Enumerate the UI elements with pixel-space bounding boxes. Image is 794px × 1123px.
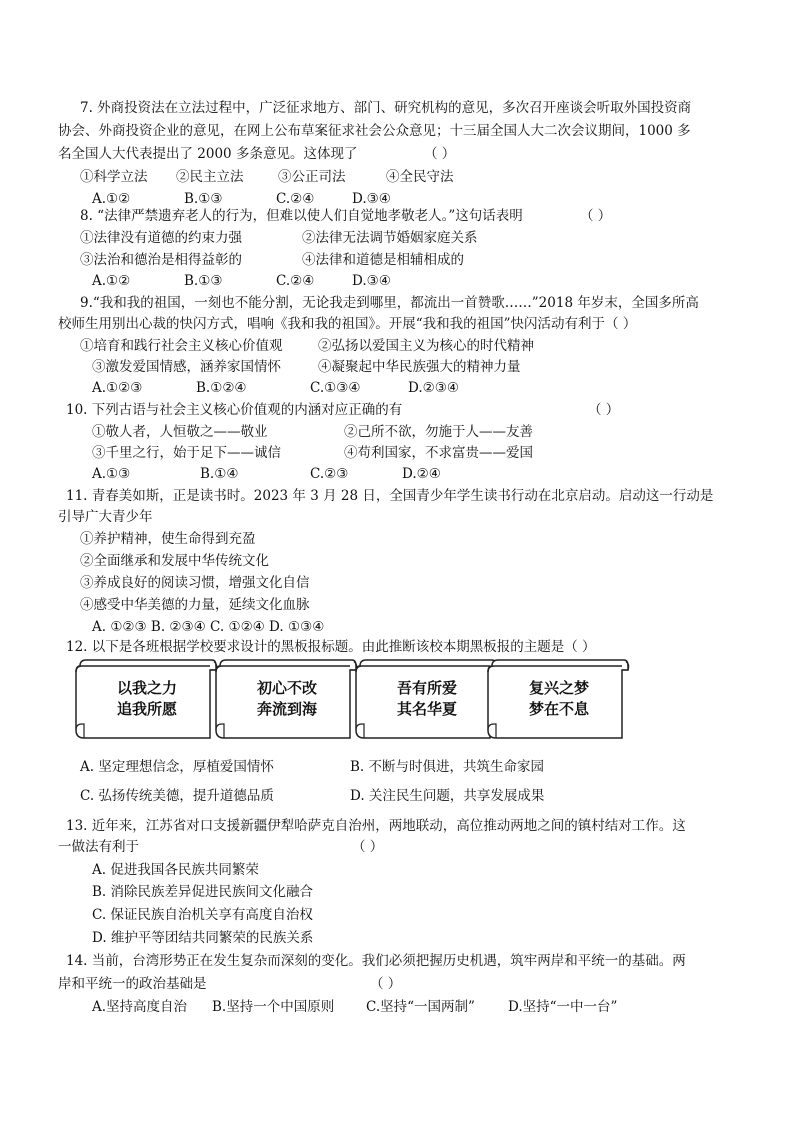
q13-stem-line-2: 一做法有利于 (58, 839, 139, 855)
q7-stem-line-2: 协会、外商投资企业的意见，在网上公布草案征求社会公众意见；十三届全国人大二次会议期间，1000 多 (58, 123, 691, 139)
q8-choice-a[interactable]: A.①② (92, 273, 131, 289)
q12-choice-d[interactable]: D. 关注民生问题，共享发展成果 (350, 788, 545, 804)
q14-choice-c[interactable]: C.坚持“一国两制” (366, 999, 475, 1015)
q10-stem-line-1: 10. 下列古语与社会主义核心价值观的内涵对应正确的有 (66, 402, 403, 418)
q12-choice-a[interactable]: A. 坚定理想信念，厚植爱国情怀 (80, 759, 274, 775)
q8-choice-c[interactable]: C.②④ (276, 273, 315, 289)
q11-stem-line-2: 引导广大青少年 (58, 509, 153, 525)
q13-answer-paren: （ ） (352, 839, 384, 855)
q7-choice-d[interactable]: D.③④ (352, 191, 391, 207)
q9-stem-line-2: 校师生用别出心裁的快闪方式，唱响《我和我的祖国》。开展“我和我的祖国”快闪活动有利于（ ） (58, 316, 637, 332)
board-1-line-2: 追我所愿 (116, 700, 177, 718)
board-4-line-2: 梦在不息 (528, 700, 589, 718)
q12-choice-c[interactable]: C. 弘扬传统美德，提升道德品质 (80, 788, 274, 804)
q7-stem-line-3: 名全国人大代表提出了 2000 多条意见。这体现了 (58, 146, 358, 162)
q8-option-1: ①法律没有道德的约束力强 (80, 230, 242, 246)
board-4-line-1: 复兴之梦 (528, 679, 589, 697)
q11-stem-line-1: 11. 青春美如斯，正是读书时。2023 年 3 月 28 日，全国青少年学生读书行动在北京启动。启动这一行动是 (66, 488, 714, 504)
q10-option-4: ④苟利国家，不求富贵——爱国 (344, 445, 533, 461)
q8-option-4: ④法律和道德是相辅相成的 (302, 252, 464, 268)
q11-option-1: ①养护精神，使生命得到充盈 (80, 531, 256, 547)
blackboard-title-2 (212, 656, 358, 742)
q9-option-4: ④凝聚起中华民族强大的精神力量 (318, 359, 521, 375)
q7-choice-c[interactable]: C.②④ (276, 191, 315, 207)
q14-answer-paren: （ ） (370, 976, 402, 992)
q9-choice-c[interactable]: C.①③④ (310, 380, 361, 396)
blackboard-title-4 (484, 656, 630, 742)
q13-stem-line-1: 13. 近年来，江苏省对口支援新疆伊犁哈萨克自治州，两地联动，高位推动两地之间的镇村结对工作。这 (66, 818, 686, 834)
q7-stem-line-1: 7. 外商投资法在立法过程中，广泛征求地方、部门、研究机构的意见，多次召开座谈会听取外国投资商 (80, 100, 692, 116)
q8-choice-d[interactable]: D.③④ (352, 273, 391, 289)
q7-option-3: ③公正司法 (278, 169, 346, 185)
q8-option-3: ③法治和德治是相得益彰的 (80, 252, 242, 268)
q7-choice-a[interactable]: A.①② (92, 191, 131, 207)
q11-option-4: ④感受中华美德的力量，延续文化血脉 (80, 597, 310, 613)
q9-choice-a[interactable]: A.①②③ (92, 380, 143, 396)
q9-option-3: ③激发爱国情感，涵养家国情怀 (92, 359, 281, 375)
q11-option-2: ②全面继承和发展中华传统文化 (80, 553, 269, 569)
board-1-line-1: 以我之力 (116, 679, 177, 697)
q10-choice-b[interactable]: B.①④ (200, 466, 239, 482)
q10-choice-c[interactable]: C.②③ (310, 466, 349, 482)
blackboard-title-3 (352, 656, 498, 742)
q10-option-1: ①敬人者，人恒敬之——敬业 (92, 424, 268, 440)
q10-option-2: ②己所不欲，勿施于人——友善 (344, 424, 533, 440)
q12-choice-b[interactable]: B. 不断与时俱进，共筑生命家园 (350, 759, 545, 775)
q7-answer-paren: （ ） (424, 146, 456, 162)
q14-stem-line-2: 岸和平统一的政治基础是 (58, 976, 207, 992)
q9-choice-b[interactable]: B.①②④ (196, 380, 247, 396)
q11-option-3: ③养成良好的阅读习惯，增强文化自信 (80, 575, 310, 591)
board-2-line-1: 初心不改 (256, 679, 317, 697)
q13-choice-a[interactable]: A. 促进我国各民族共同繁荣 (92, 862, 259, 878)
q9-option-2: ②弘扬以爱国主义为核心的时代精神 (318, 338, 534, 354)
q10-answer-paren: （ ） (588, 402, 620, 418)
q10-option-3: ③千里之行，始于足下——诚信 (92, 445, 281, 461)
board-3-line-2: 其名华夏 (396, 700, 457, 718)
board-3-line-1: 吾有所爱 (396, 679, 457, 697)
q12-stem-line-1: 12. 以下是各班根据学校要求设计的黑板报标题。由此推断该校本期黑板报的主题是（ ） (66, 639, 596, 655)
q14-choice-d[interactable]: D.坚持“一中一台” (508, 999, 618, 1015)
blackboard-title-1 (72, 656, 218, 742)
q7-option-4: ④全民守法 (386, 169, 454, 185)
q8-stem-line-1: 8. “法律严禁遗弃老人的行为，但难以使人们自觉地孝敬老人。”这句话表明 (80, 208, 523, 224)
q9-stem-line-1: 9.“我和我的祖国，一刻也不能分割，无论我走到哪里，都流出一首赞歌……”2018 年岁末，全国多所高 (80, 295, 699, 311)
q8-answer-paren: （ ） (580, 208, 612, 224)
q8-choice-b[interactable]: B.①③ (184, 273, 223, 289)
q13-choice-d[interactable]: D. 维护平等团结共同繁荣的民族关系 (92, 930, 314, 946)
q7-option-1: ①科学立法 (80, 169, 148, 185)
q7-choice-b[interactable]: B.①③ (184, 191, 223, 207)
q9-option-1: ①培育和践行社会主义核心价值观 (80, 338, 283, 354)
q10-choice-a[interactable]: A.①③ (92, 466, 131, 482)
q13-choice-c[interactable]: C. 保证民族自治机关享有高度自治权 (92, 907, 313, 923)
q14-stem-line-1: 14. 当前，台湾形势正在发生复杂而深刻的变化。我们必须把握历史机遇，筑牢两岸和平统一的基础。两 (66, 953, 686, 969)
q7-option-2: ②民主立法 (176, 169, 244, 185)
q14-choice-a[interactable]: A.坚持高度自治 (92, 999, 188, 1015)
q10-choice-d[interactable]: D.②④ (402, 466, 441, 482)
board-2-line-2: 奔流到海 (256, 700, 317, 718)
q13-choice-b[interactable]: B. 消除民族差异促进民族间文化融合 (92, 884, 314, 900)
q14-choice-b[interactable]: B.坚持一个中国原则 (212, 999, 335, 1015)
q11-choices[interactable]: A. ①②③ B. ②③④ C. ①②④ D. ①③④ (92, 619, 325, 635)
q8-option-2: ②法律无法调节婚姻家庭关系 (302, 230, 478, 246)
q9-choice-d[interactable]: D.②③④ (408, 380, 459, 396)
